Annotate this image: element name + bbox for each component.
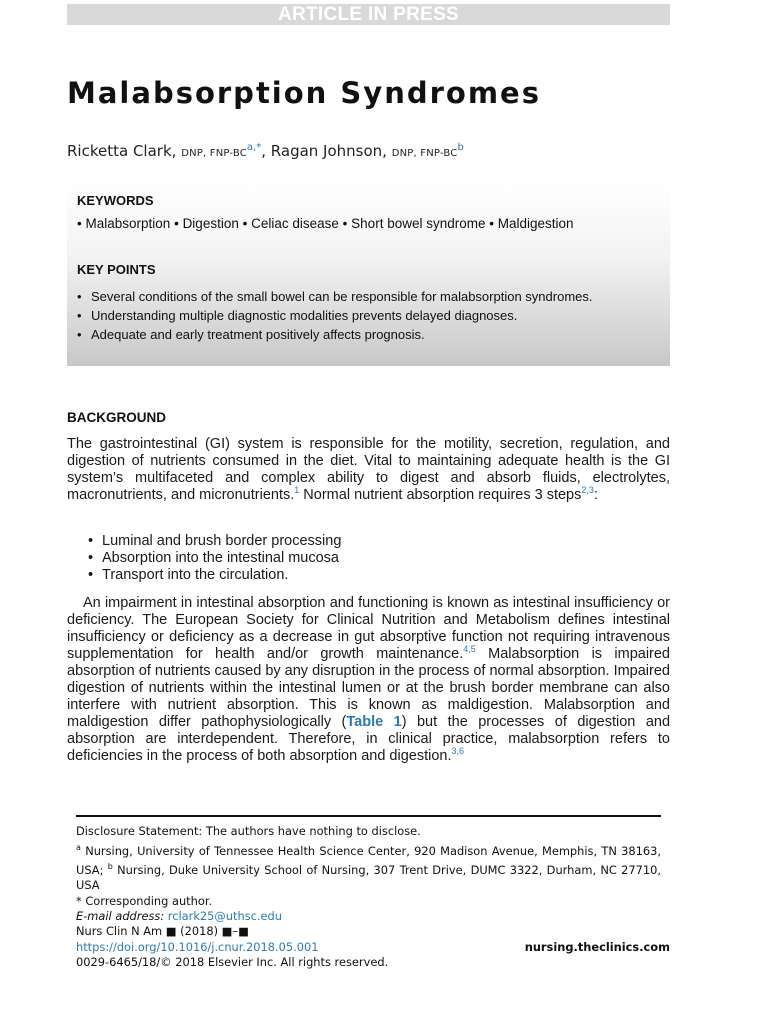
footnotes (76, 824, 661, 925)
bullet-icon: • (77, 327, 82, 342)
keyword: Celiac disease (251, 216, 339, 231)
email-line (76, 909, 661, 925)
citation-link[interactable]: 4,5 (463, 644, 476, 655)
keywords-keypoints-box (67, 182, 670, 366)
author-affiliation-marker[interactable]: b (457, 142, 464, 153)
affiliation-marker: a (76, 842, 81, 852)
article-title: Malabsorption Syndromes (67, 76, 541, 110)
journal-website[interactable]: nursing.theclinics.com (524, 939, 670, 954)
bullet-icon: • (77, 289, 82, 304)
page-footer (76, 924, 670, 971)
bullet-icon: • (77, 308, 82, 323)
author-name: Ricketta Clark, (67, 142, 177, 160)
email-label: E-mail address: (76, 909, 165, 924)
keyword: Malabsorption (85, 216, 171, 231)
citation-link[interactable]: 1 (294, 485, 300, 496)
absorption-steps-list (88, 533, 341, 584)
journal-citation: Nurs Clin N Am ■ (2018) ■–■ (76, 924, 249, 938)
bullet-icon: • (88, 550, 94, 566)
background-paragraph-2 (67, 595, 670, 765)
email-link[interactable]: rclark25@uthsc.edu (167, 909, 282, 924)
footnote-divider (76, 815, 661, 817)
bullet-icon: • (174, 216, 179, 231)
disclosure-statement: Disclosure Statement: The authors have nothing to disclose. (76, 824, 421, 838)
paragraph-text: ) but the processes of digestion and absorption are interdependent. Therefore, in clinical practice, malabsorption refers to deficiencies in the process of both absorption and digestion. (67, 714, 671, 764)
bullet-icon: • (88, 533, 94, 549)
step-text: Absorption into the intestinal mucosa (102, 550, 339, 566)
table-1-link[interactable]: Table 1 (346, 714, 402, 730)
author-credentials: DNP, FNP-BC (181, 148, 247, 159)
keyword: Digestion (182, 216, 239, 231)
bullet-icon: • (342, 216, 348, 231)
author-line: Ricketta Clark, DNP, FNP-$BC^{a,*}$, Ragan Johnson, DNP, FNP-$BC^b$ (67, 142, 464, 160)
citation-link[interactable]: 2,3 (581, 485, 594, 496)
step-text: Luminal and brush border processing (102, 533, 342, 549)
key-points-list (77, 287, 592, 344)
doi-link[interactable]: https://doi.org/10.1016/j.cnur.2018.05.001 (76, 939, 319, 954)
affiliation-text: Nursing, University of Tennessee Health Science Center, 920 Madison Avenue, Memphis, TN 38163, USA; (76, 843, 661, 877)
list-item (77, 287, 592, 306)
key-point-text: Adequate and early treatment positively affects prognosis. (91, 327, 425, 342)
key-point-text: Understanding multiple diagnostic modalities prevents delayed diagnoses. (91, 308, 518, 323)
affiliation-marker: b (107, 861, 113, 871)
list-item (88, 550, 341, 567)
bullet-icon: • (77, 216, 82, 231)
paragraph-text: Normal nutrient absorption requires 3 steps (299, 487, 582, 503)
background-heading: BACKGROUND (67, 410, 166, 425)
keyword: Maldigestion (497, 216, 574, 231)
author-name: Ragan Johnson, (270, 142, 387, 160)
list-item (88, 533, 341, 550)
list-item (77, 325, 592, 344)
step-text: Transport into the circulation. (102, 567, 289, 583)
affiliations (76, 840, 661, 894)
key-point-text: Several conditions of the small bowel can be responsible for malabsorption syndromes. (91, 289, 593, 304)
copyright: 0029-6465/18/© 2018 Elsevier Inc. All rights reserved. (76, 955, 389, 969)
citation-link[interactable]: 3,6 (451, 746, 465, 757)
corresponding-author: * Corresponding author. (76, 893, 213, 908)
author-affiliation-marker[interactable]: a,* (246, 142, 262, 153)
bullet-icon: • (242, 216, 248, 231)
background-paragraph-1 (67, 436, 670, 504)
bullet-icon: • (88, 567, 94, 583)
paragraph-text: : (593, 487, 598, 503)
paragraph-text: The gastrointestinal (GI) system is responsible for the motility, secretion, regulation, and digestion of nutrients consumed in the diet. Vital to maintaining adequate health is the GI system’s multifaceted and complex ability to digest and absorb fluids, electrolytes, macronutrients, and micronutrients. (67, 436, 670, 503)
key-points-heading: KEY POINTS (77, 262, 156, 277)
keywords-heading: KEYWORDS (77, 193, 154, 208)
article-in-press-banner: ARTICLE IN PRESS (67, 4, 670, 25)
keyword: Short bowel syndrome (351, 216, 486, 231)
list-item (88, 567, 341, 584)
author-credentials: DNP, FNP-BC (391, 148, 458, 159)
paragraph-text: Malabsorption is impaired absorption of nutrients caused by any disruption in the process of normal absorption. Impaired digestion of nutrients within the intestinal lumen or at the brush border membrane can also interfere with nutrient absorption. This is known as maldigestion. Malabsorption and maldigestion differ pathophysiologically ( (67, 646, 670, 730)
paragraph-text: An impairment in intestinal absorption and functioning is known as intestinal insufficiency or deficiency. The European Society for Clinical Nutrition and Metabolism defines intestinal insufficiency or deficiency as a decrease in gut absorptive function not requiring intravenous supplementation for health and/or growth maintenance. (67, 595, 670, 662)
bullet-icon: • (489, 216, 494, 231)
list-item (77, 306, 592, 325)
keywords-list (77, 216, 574, 231)
affiliation-text: Nursing, Duke University School of Nursing, 307 Trent Drive, DUMC 3322, Durham, NC 27710, USA (76, 862, 661, 893)
